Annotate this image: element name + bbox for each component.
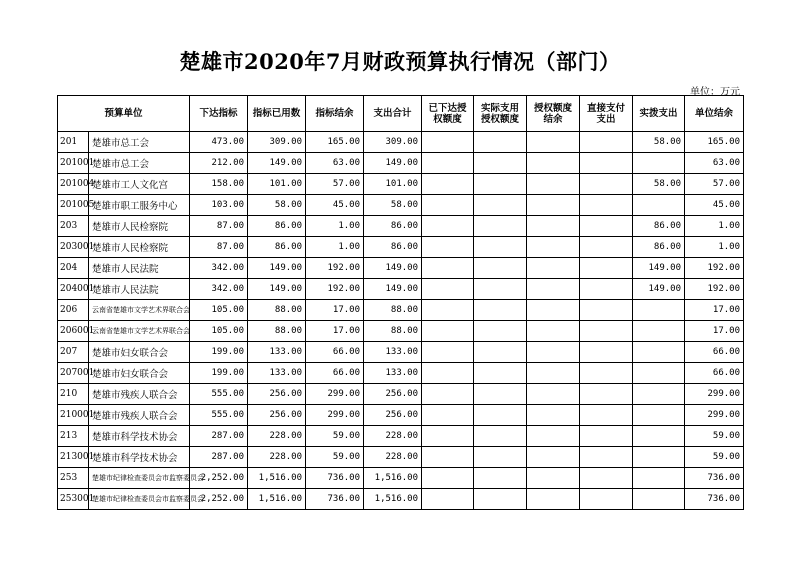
cell-transfer (633, 447, 685, 468)
cell-issued: 555.00 (190, 405, 248, 426)
cell-unit-name: 楚雄市残疾人联合会 (89, 384, 190, 405)
cell-unit-balance: 66.00 (685, 363, 744, 384)
cell-balance: 736.00 (306, 489, 364, 510)
table-row (58, 300, 744, 321)
cell-code: 201 (58, 132, 89, 153)
cell-balance: 66.00 (306, 342, 364, 363)
cell-auth-balance (527, 321, 580, 342)
cell-used: 133.00 (248, 363, 306, 384)
cell-used: 256.00 (248, 384, 306, 405)
cell-code: 210 (58, 384, 89, 405)
cell-used: 88.00 (248, 300, 306, 321)
cell-code: 210001 (58, 405, 89, 426)
cell-code: 206 (58, 300, 89, 321)
col-header-unit-balance: 单位结余 (685, 96, 744, 132)
cell-code: 201005 (58, 195, 89, 216)
cell-unit-name: 楚雄市科学技术协会 (89, 426, 190, 447)
cell-direct-pay (580, 321, 633, 342)
cell-unit-balance: 736.00 (685, 468, 744, 489)
cell-code: 253001 (58, 489, 89, 510)
col-header-transfer: 实拨支出 (633, 96, 685, 132)
cell-unit-balance: 165.00 (685, 132, 744, 153)
cell-auth-balance (527, 300, 580, 321)
unit-label: 单位：万元 (690, 87, 740, 98)
table-row (58, 468, 744, 489)
cell-unit-balance: 17.00 (685, 321, 744, 342)
cell-actual-authorized (474, 279, 527, 300)
cell-auth-balance (527, 279, 580, 300)
cell-authorized (422, 258, 474, 279)
cell-actual-authorized (474, 174, 527, 195)
budget-table (57, 95, 744, 510)
cell-total-spend: 88.00 (364, 300, 422, 321)
cell-balance: 165.00 (306, 132, 364, 153)
cell-code: 204001 (58, 279, 89, 300)
cell-auth-balance (527, 405, 580, 426)
cell-auth-balance (527, 237, 580, 258)
cell-unit-balance: 17.00 (685, 300, 744, 321)
table-row (58, 195, 744, 216)
cell-unit-name: 楚雄市人民法院 (89, 279, 190, 300)
cell-authorized (422, 426, 474, 447)
cell-used: 309.00 (248, 132, 306, 153)
cell-authorized (422, 342, 474, 363)
cell-issued: 555.00 (190, 384, 248, 405)
cell-direct-pay (580, 426, 633, 447)
cell-total-spend: 149.00 (364, 279, 422, 300)
cell-direct-pay (580, 195, 633, 216)
cell-used: 86.00 (248, 237, 306, 258)
cell-authorized (422, 300, 474, 321)
cell-auth-balance (527, 426, 580, 447)
cell-transfer: 58.00 (633, 132, 685, 153)
col-header-direct-pay: 直接支付支出 (580, 96, 633, 132)
cell-unit-name: 楚雄市纪律检查委员会市监察委员会 (89, 489, 190, 510)
cell-transfer (633, 468, 685, 489)
cell-issued: 105.00 (190, 321, 248, 342)
cell-issued: 199.00 (190, 342, 248, 363)
col-header-issued: 下达指标 (190, 96, 248, 132)
cell-transfer (633, 321, 685, 342)
cell-actual-authorized (474, 153, 527, 174)
cell-code: 201004 (58, 174, 89, 195)
table-row (58, 426, 744, 447)
cell-authorized (422, 132, 474, 153)
cell-direct-pay (580, 174, 633, 195)
cell-total-spend: 86.00 (364, 237, 422, 258)
cell-authorized (422, 447, 474, 468)
cell-transfer (633, 489, 685, 510)
cell-used: 133.00 (248, 342, 306, 363)
cell-transfer: 86.00 (633, 216, 685, 237)
cell-issued: 103.00 (190, 195, 248, 216)
cell-unit-name: 楚雄市科学技术协会 (89, 447, 190, 468)
cell-unit-balance: 192.00 (685, 258, 744, 279)
cell-unit-balance: 57.00 (685, 174, 744, 195)
col-header-total-spend: 支出合计 (364, 96, 422, 132)
cell-transfer: 149.00 (633, 258, 685, 279)
cell-unit-name: 楚雄市职工服务中心 (89, 195, 190, 216)
cell-authorized (422, 321, 474, 342)
cell-issued: 287.00 (190, 447, 248, 468)
cell-balance: 1.00 (306, 237, 364, 258)
cell-direct-pay (580, 384, 633, 405)
cell-total-spend: 309.00 (364, 132, 422, 153)
col-header-balance: 指标结余 (306, 96, 364, 132)
cell-code: 206001 (58, 321, 89, 342)
cell-used: 149.00 (248, 258, 306, 279)
cell-actual-authorized (474, 195, 527, 216)
cell-balance: 59.00 (306, 447, 364, 468)
cell-unit-balance: 192.00 (685, 279, 744, 300)
cell-direct-pay (580, 132, 633, 153)
cell-code: 253 (58, 468, 89, 489)
cell-actual-authorized (474, 300, 527, 321)
cell-code: 207 (58, 342, 89, 363)
cell-transfer: 149.00 (633, 279, 685, 300)
cell-unit-name: 楚雄市总工会 (89, 132, 190, 153)
cell-auth-balance (527, 468, 580, 489)
cell-transfer: 58.00 (633, 174, 685, 195)
table-row (58, 132, 744, 153)
cell-unit-name: 楚雄市人民检察院 (89, 216, 190, 237)
cell-unit-name: 云南省楚雄市文学艺术界联合会 (89, 300, 190, 321)
col-header-unit: 预算单位 (58, 96, 190, 132)
cell-unit-balance: 1.00 (685, 237, 744, 258)
cell-direct-pay (580, 342, 633, 363)
cell-auth-balance (527, 195, 580, 216)
cell-balance: 192.00 (306, 279, 364, 300)
cell-actual-authorized (474, 384, 527, 405)
cell-authorized (422, 489, 474, 510)
cell-transfer (633, 384, 685, 405)
table-row (58, 216, 744, 237)
cell-code: 213 (58, 426, 89, 447)
cell-total-spend: 86.00 (364, 216, 422, 237)
cell-actual-authorized (474, 342, 527, 363)
table-row (58, 342, 744, 363)
cell-unit-balance: 45.00 (685, 195, 744, 216)
cell-transfer: 86.00 (633, 237, 685, 258)
cell-unit-balance: 299.00 (685, 384, 744, 405)
cell-actual-authorized (474, 426, 527, 447)
cell-balance: 299.00 (306, 405, 364, 426)
cell-balance: 299.00 (306, 384, 364, 405)
cell-actual-authorized (474, 489, 527, 510)
cell-actual-authorized (474, 216, 527, 237)
cell-actual-authorized (474, 447, 527, 468)
cell-code: 203 (58, 216, 89, 237)
cell-total-spend: 228.00 (364, 426, 422, 447)
cell-used: 228.00 (248, 426, 306, 447)
cell-actual-authorized (474, 321, 527, 342)
cell-unit-balance: 736.00 (685, 489, 744, 510)
cell-balance: 192.00 (306, 258, 364, 279)
cell-transfer (633, 405, 685, 426)
cell-issued: 87.00 (190, 216, 248, 237)
table-row (58, 258, 744, 279)
cell-issued: 342.00 (190, 258, 248, 279)
cell-transfer (633, 363, 685, 384)
cell-code: 213001 (58, 447, 89, 468)
cell-used: 88.00 (248, 321, 306, 342)
cell-actual-authorized (474, 132, 527, 153)
cell-unit-name: 云南省楚雄市文学艺术界联合会 (89, 321, 190, 342)
cell-transfer (633, 342, 685, 363)
cell-balance: 1.00 (306, 216, 364, 237)
cell-used: 1,516.00 (248, 468, 306, 489)
cell-code: 204 (58, 258, 89, 279)
cell-authorized (422, 384, 474, 405)
cell-balance: 17.00 (306, 321, 364, 342)
cell-auth-balance (527, 342, 580, 363)
cell-issued: 87.00 (190, 237, 248, 258)
cell-auth-balance (527, 216, 580, 237)
cell-balance: 736.00 (306, 468, 364, 489)
cell-balance: 63.00 (306, 153, 364, 174)
cell-code: 201001 (58, 153, 89, 174)
table-row (58, 363, 744, 384)
cell-balance: 66.00 (306, 363, 364, 384)
cell-issued: 105.00 (190, 300, 248, 321)
cell-auth-balance (527, 174, 580, 195)
col-header-actual-authorized: 实际支用授权额度 (474, 96, 527, 132)
cell-total-spend: 149.00 (364, 153, 422, 174)
table-row (58, 279, 744, 300)
cell-issued: 2,252.00 (190, 489, 248, 510)
col-header-used: 指标已用数 (248, 96, 306, 132)
cell-authorized (422, 153, 474, 174)
cell-actual-authorized (474, 363, 527, 384)
cell-used: 86.00 (248, 216, 306, 237)
cell-direct-pay (580, 237, 633, 258)
cell-direct-pay (580, 405, 633, 426)
cell-authorized (422, 174, 474, 195)
cell-direct-pay (580, 153, 633, 174)
cell-auth-balance (527, 384, 580, 405)
cell-used: 228.00 (248, 447, 306, 468)
cell-direct-pay (580, 258, 633, 279)
cell-total-spend: 228.00 (364, 447, 422, 468)
page-title: 楚雄市2020年7月财政预算执行情况（部门） (179, 49, 621, 74)
cell-unit-balance: 59.00 (685, 447, 744, 468)
cell-authorized (422, 363, 474, 384)
cell-total-spend: 1,516.00 (364, 468, 422, 489)
cell-issued: 158.00 (190, 174, 248, 195)
cell-auth-balance (527, 363, 580, 384)
cell-total-spend: 133.00 (364, 342, 422, 363)
cell-total-spend: 256.00 (364, 384, 422, 405)
cell-total-spend: 133.00 (364, 363, 422, 384)
cell-used: 149.00 (248, 153, 306, 174)
cell-issued: 342.00 (190, 279, 248, 300)
cell-authorized (422, 237, 474, 258)
cell-balance: 57.00 (306, 174, 364, 195)
cell-auth-balance (527, 132, 580, 153)
cell-direct-pay (580, 468, 633, 489)
cell-issued: 287.00 (190, 426, 248, 447)
table-row (58, 174, 744, 195)
cell-unit-name: 楚雄市妇女联合会 (89, 363, 190, 384)
cell-total-spend: 256.00 (364, 405, 422, 426)
cell-auth-balance (527, 153, 580, 174)
col-header-auth-balance: 授权额度结余 (527, 96, 580, 132)
cell-balance: 59.00 (306, 426, 364, 447)
cell-used: 101.00 (248, 174, 306, 195)
cell-unit-balance: 299.00 (685, 405, 744, 426)
cell-unit-name: 楚雄市人民法院 (89, 258, 190, 279)
cell-used: 58.00 (248, 195, 306, 216)
cell-total-spend: 149.00 (364, 258, 422, 279)
cell-auth-balance (527, 258, 580, 279)
cell-used: 149.00 (248, 279, 306, 300)
cell-actual-authorized (474, 468, 527, 489)
cell-total-spend: 1,516.00 (364, 489, 422, 510)
cell-unit-name: 楚雄市总工会 (89, 153, 190, 174)
table-row (58, 237, 744, 258)
table-row (58, 405, 744, 426)
cell-actual-authorized (474, 258, 527, 279)
cell-authorized (422, 405, 474, 426)
cell-total-spend: 101.00 (364, 174, 422, 195)
cell-balance: 45.00 (306, 195, 364, 216)
cell-total-spend: 58.00 (364, 195, 422, 216)
cell-issued: 212.00 (190, 153, 248, 174)
cell-unit-name: 楚雄市人民检察院 (89, 237, 190, 258)
table-row (58, 447, 744, 468)
cell-direct-pay (580, 447, 633, 468)
cell-used: 1,516.00 (248, 489, 306, 510)
col-header-authorized: 已下达授权额度 (422, 96, 474, 132)
cell-authorized (422, 216, 474, 237)
cell-authorized (422, 279, 474, 300)
cell-code: 203001 (58, 237, 89, 258)
cell-direct-pay (580, 489, 633, 510)
cell-unit-name: 楚雄市妇女联合会 (89, 342, 190, 363)
cell-total-spend: 88.00 (364, 321, 422, 342)
cell-auth-balance (527, 447, 580, 468)
cell-used: 256.00 (248, 405, 306, 426)
cell-unit-name: 楚雄市残疾人联合会 (89, 405, 190, 426)
cell-actual-authorized (474, 237, 527, 258)
cell-issued: 199.00 (190, 363, 248, 384)
cell-unit-balance: 66.00 (685, 342, 744, 363)
cell-auth-balance (527, 489, 580, 510)
cell-direct-pay (580, 279, 633, 300)
cell-issued: 2,252.00 (190, 468, 248, 489)
table-row (58, 153, 744, 174)
cell-unit-name: 楚雄市纪律检查委员会市监察委员会 (89, 468, 190, 489)
cell-actual-authorized (474, 405, 527, 426)
cell-direct-pay (580, 300, 633, 321)
cell-transfer (633, 300, 685, 321)
cell-code: 207001 (58, 363, 89, 384)
cell-transfer (633, 153, 685, 174)
cell-transfer (633, 195, 685, 216)
table-row (58, 489, 744, 510)
cell-direct-pay (580, 363, 633, 384)
cell-balance: 17.00 (306, 300, 364, 321)
cell-unit-balance: 63.00 (685, 153, 744, 174)
cell-authorized (422, 195, 474, 216)
cell-direct-pay (580, 216, 633, 237)
cell-unit-balance: 59.00 (685, 426, 744, 447)
cell-authorized (422, 468, 474, 489)
cell-issued: 473.00 (190, 132, 248, 153)
table-header-row (58, 96, 744, 132)
table-row (58, 321, 744, 342)
cell-unit-balance: 1.00 (685, 216, 744, 237)
cell-transfer (633, 426, 685, 447)
cell-unit-name: 楚雄市工人文化宫 (89, 174, 190, 195)
table-row (58, 384, 744, 405)
